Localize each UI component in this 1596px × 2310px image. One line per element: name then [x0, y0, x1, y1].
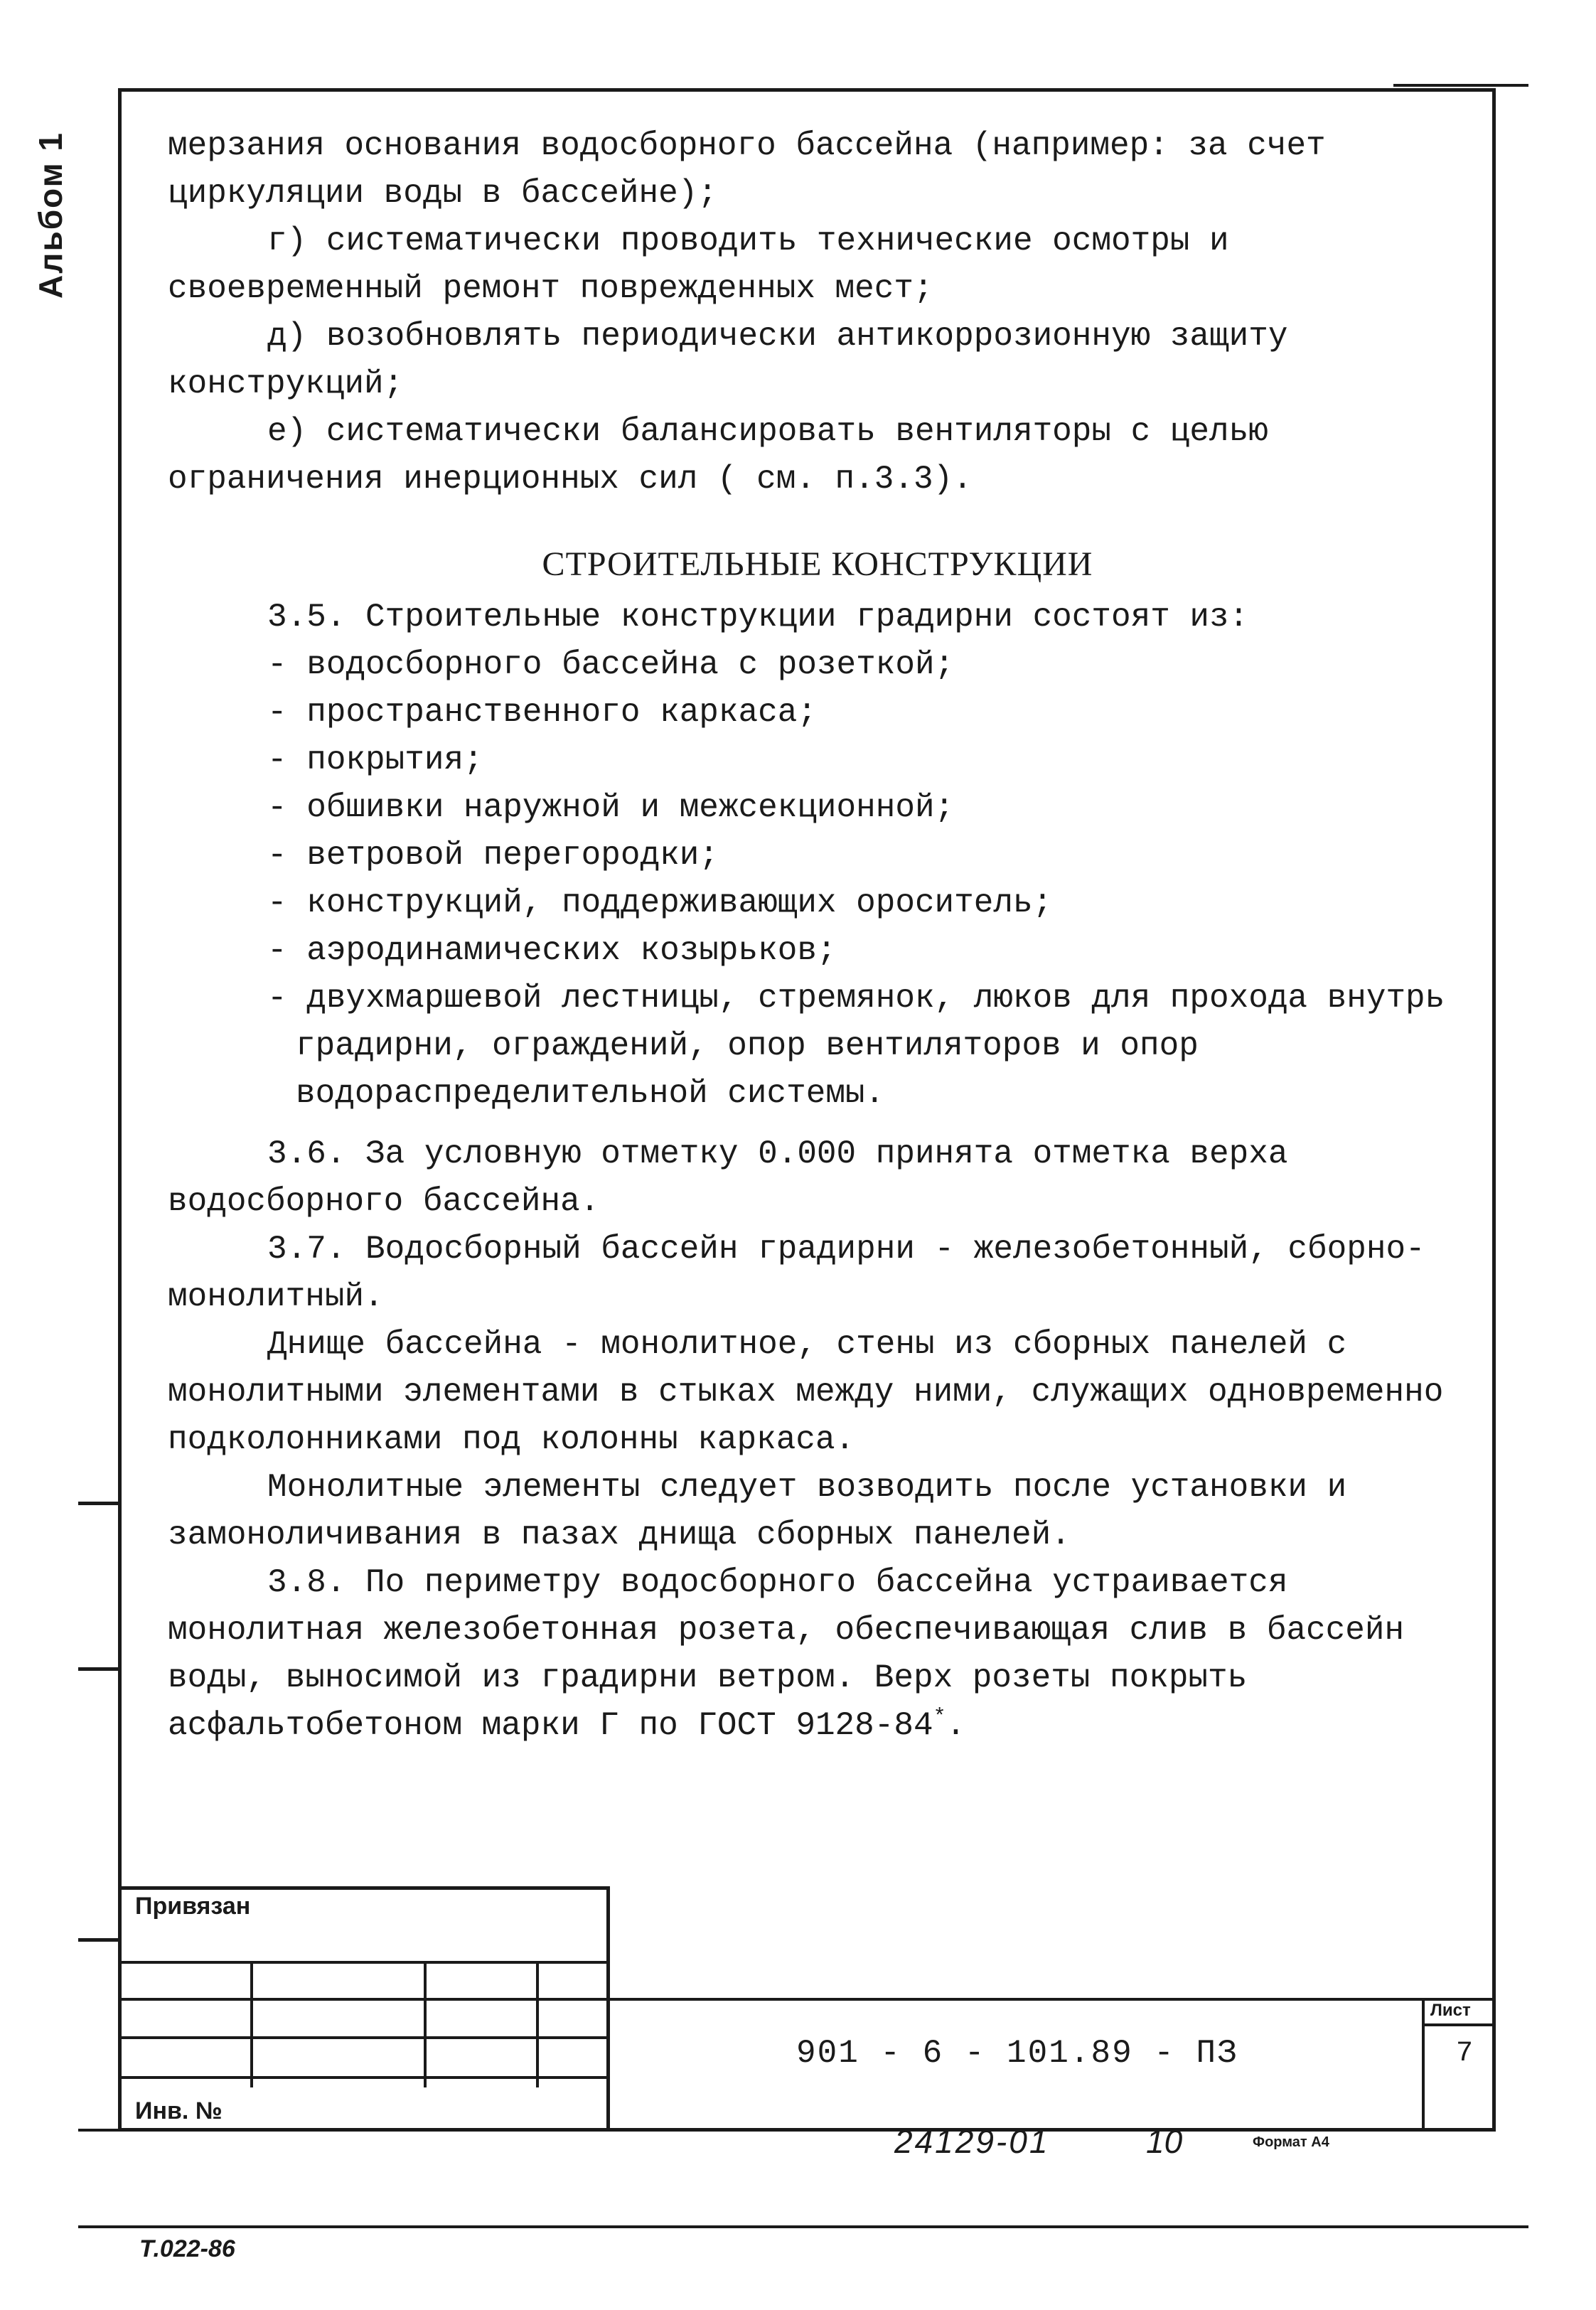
sheet-label: Лист: [1430, 2001, 1471, 2020]
album-label: Альбом 1: [32, 131, 69, 299]
paragraph: д) возобновлять периодически антикоррозионную защиту конструкций;: [168, 318, 1288, 402]
stamp-line: [118, 1998, 1496, 2001]
paragraph: 3.5. Строительные конструкции градирни состоят из:: [267, 599, 1249, 636]
paragraph: е) систематически балансировать вентиляторы с целью ограничения инерционных сил ( см. п.3.3).: [168, 413, 1268, 498]
list-item: - конструкций, поддерживающих ороситель;: [267, 884, 1053, 921]
paragraph: 3.7. Водосборный бассейн градирни - железобетонный, сборно-монолитный.: [168, 1231, 1425, 1315]
stamp-line: [1422, 1998, 1425, 2132]
margin-tick: [78, 1938, 121, 1942]
paragraph-end: .: [946, 1707, 966, 1744]
list-item: - аэродинамических козырьков;: [267, 932, 837, 969]
top-edge-line: [1393, 84, 1528, 87]
stamp-line: [78, 2129, 610, 2132]
section-title: СТРОИТЕЛЬНЫЕ КОНСТРУКЦИИ: [542, 545, 1093, 583]
document-body: [168, 122, 1489, 1750]
stamp-line: [536, 1961, 539, 2087]
list-item: - ветровой перегородки;: [267, 837, 719, 874]
paragraph-text: 3.8. По периметру водосборного бассейна устраивается монолитная железобетонная розета, обеспечивающая слив в бассейн воды, выносимой из градирни ветром. Верх розеты покрыть асфальтобетоном марки Г по ГОСТ 9128-84: [168, 1564, 1405, 1744]
stamp-inv: Инв. №: [135, 2097, 223, 2124]
stamp-privyazan: Привязан: [135, 1893, 251, 1920]
format-label: Формат А4: [1253, 2134, 1329, 2150]
form-code: Т.022-86: [139, 2235, 235, 2262]
handwritten-number: 10: [1146, 2123, 1183, 2160]
list-item: - пространственного каркаса;: [267, 694, 817, 731]
asterisk-mark: *: [933, 1705, 946, 1730]
sheet-number: 7: [1455, 2038, 1474, 2070]
bottom-rule: [78, 2225, 1528, 2228]
margin-tick: [78, 1667, 121, 1671]
list-item: - двухмаршевой лестницы, стремянок, люков для прохода внутрь градирни, ограждений, опор вентиляторов и опор водораспределительной системы.: [267, 980, 1445, 1112]
margin-tick: [78, 1502, 121, 1505]
stamp-line: [250, 1961, 253, 2087]
paragraph: мерзания основания водосборного бассейна (например: за счет циркуляции воды в бассейне);: [168, 127, 1326, 212]
stamp-line: [424, 1961, 427, 2087]
paragraph: [168, 1559, 1489, 1750]
list-item: - водосборного бассейна с розеткой;: [267, 646, 955, 683]
paragraph: г) систематически проводить технические осмотры и своевременный ремонт поврежденных мест;: [168, 223, 1229, 307]
document-code: 901 - 6 - 101.89 - ПЗ: [796, 2035, 1238, 2072]
list-item: - покрытия;: [267, 742, 483, 779]
paragraph: 3.6. За условную отметку 0.000 принята отметка верха водосборного бассейна.: [168, 1135, 1288, 1220]
paragraph: Днище бассейна - монолитное, стены из сборных панелей с монолитными элементами в стыках между ними, служащих одновременно подколонниками под колонны каркаса.: [168, 1326, 1444, 1458]
handwritten-number: 24129-01: [894, 2123, 1050, 2160]
paragraph: Монолитные элементы следует возводить после установки и замоноличивания в пазах днища сборных панелей.: [168, 1469, 1347, 1554]
list-item: - обшивки наружной и межсекционной;: [267, 789, 955, 826]
stamp-line: [1422, 2023, 1496, 2026]
